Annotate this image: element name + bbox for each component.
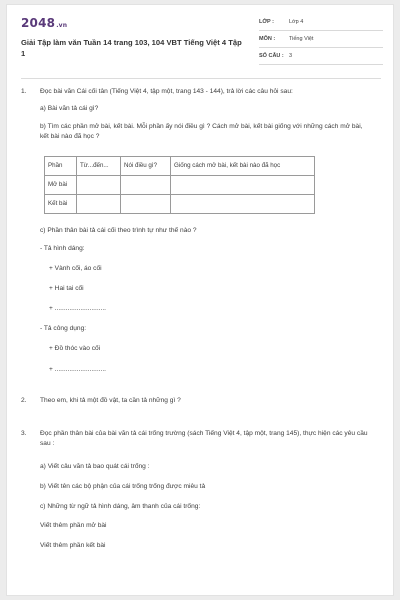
table-cell: Mở bài (45, 176, 77, 195)
describe-shape-heading: - Tả hình dáng: (40, 245, 85, 252)
shape-item-blank: + ............................ (49, 305, 106, 312)
describe-use-heading: - Tả công dụng: (40, 325, 87, 332)
table-row (45, 195, 315, 214)
logo-text: 2048 (21, 16, 56, 30)
question-3-text: Đọc phần thân bài của bài văn tả cái trống trường (sách Tiếng Việt 4, tập một, trang 145), thực hiện các yêu cầu sau : (40, 430, 368, 447)
question-number: 2. (21, 397, 27, 404)
question-1-text: Đọc bài văn Cái cối tân (Tiếng Việt 4, tập một, trang 143 - 144), trả lời các câu hỏi sau: (40, 88, 293, 95)
table-cell[interactable] (121, 195, 171, 214)
shape-item: + Vành cối, áo cối (49, 265, 102, 272)
meta-value: 3 (289, 53, 293, 59)
meta-label: MÔN : (259, 36, 276, 42)
table-cell[interactable] (77, 195, 121, 214)
question-3a: a) Viết câu văn tả bao quát cái trống : (40, 463, 150, 470)
questions (7, 5, 395, 597)
use-item: + Đồ thóc vào cối (49, 345, 101, 352)
question-number: 1. (21, 88, 27, 95)
meta-value: Tiếng Việt (289, 36, 314, 42)
table-cell[interactable] (121, 176, 171, 195)
meta-value: Lớp 4 (289, 19, 304, 25)
question-1a: a) Bài văn tả cái gì? (40, 105, 99, 112)
table-header-cell: Giống cách mở bài, kết bài nào đã học (171, 157, 315, 176)
meta-label: SỐ CÂU : (259, 53, 284, 59)
question-3b: b) Viết tên các bộ phận của cái trống trống được miêu tả (40, 483, 206, 490)
table-header-cell: Nói điều gì? (121, 157, 171, 176)
answer-table (44, 156, 315, 214)
write-intro-prompt: Viết thêm phần mở bài (40, 522, 107, 529)
use-item-blank: + ............................ (49, 366, 106, 373)
table-cell[interactable] (171, 176, 315, 195)
question-number: 3. (21, 430, 27, 437)
write-conclusion-prompt: Viết thêm phần kết bài (40, 542, 106, 549)
table-row (45, 176, 315, 195)
shape-item: + Hai tai cối (49, 285, 84, 292)
question-3c: c) Những từ ngữ tả hình dáng, âm thanh của cái trống: (40, 503, 201, 510)
table-cell[interactable] (171, 195, 315, 214)
table-header-cell: Từ...đến... (77, 157, 121, 176)
table-cell[interactable] (77, 176, 121, 195)
meta-label: LỚP : (259, 19, 274, 25)
table-header-row (45, 157, 315, 176)
question-1c: c) Phần thân bài tả cái cối theo trình tự như thế nào ? (40, 227, 197, 234)
document-title: Giải Tập làm văn Tuần 14 trang 103, 104 VBT Tiếng Việt 4 Tập 1 (21, 38, 242, 58)
table-cell: Kết bài (45, 195, 77, 214)
question-2-text: Theo em, khi tả một đồ vật, ta cần tả những gì ? (40, 397, 181, 404)
question-1b: b) Tìm các phần mở bài, kết bài. Mỗi phần ấy nói điều gì ? Cách mở bài, kết bài giống với những cách mở bài, kết bài nào đã học ? (40, 123, 363, 140)
worksheet (6, 4, 394, 596)
logo-domain: .vn (56, 22, 68, 29)
table-header-cell: Phần (45, 157, 77, 176)
